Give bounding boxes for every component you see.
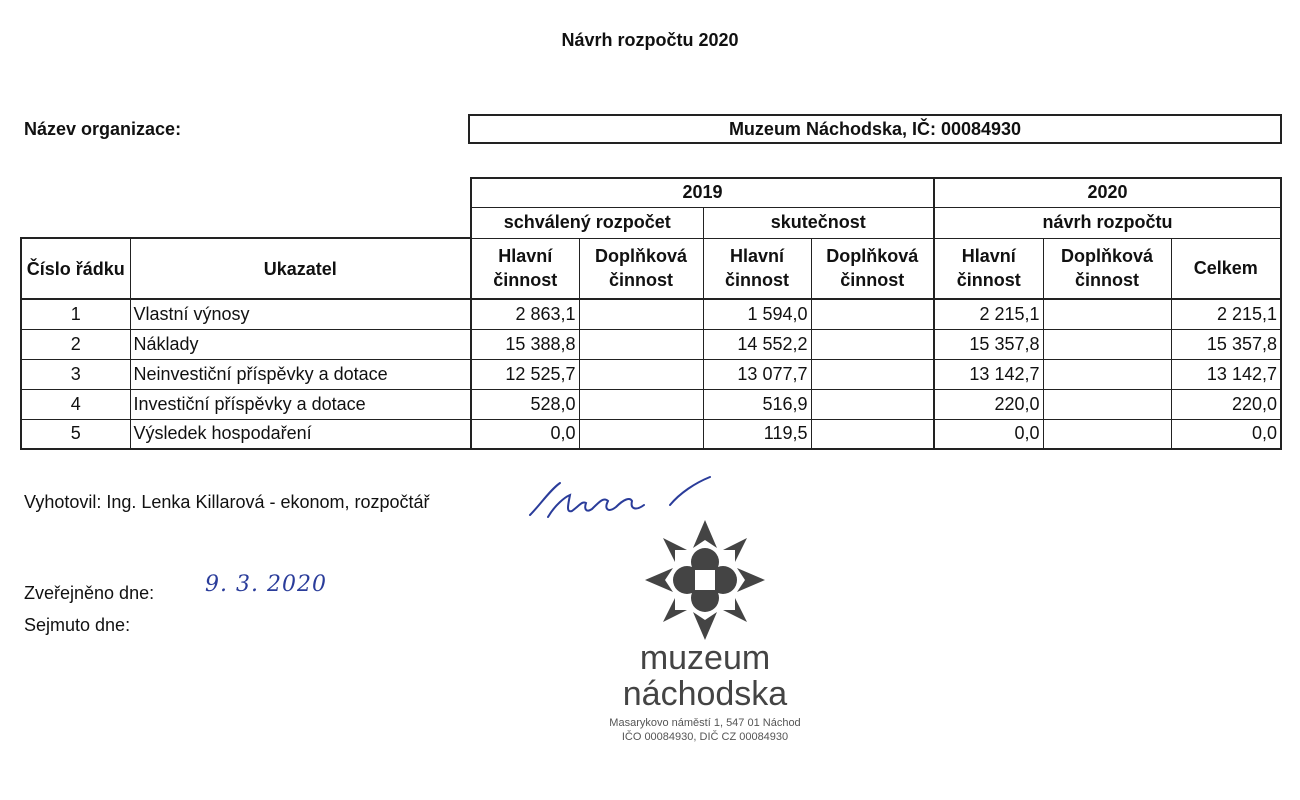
proposal-total-value: 0,0	[1171, 419, 1281, 449]
handwritten-signature	[520, 475, 720, 525]
proposal-total-value: 2 215,1	[1171, 299, 1281, 329]
organization-label: Název organizace:	[24, 119, 182, 139]
approved-main-value: 2 863,1	[471, 299, 579, 329]
approved-additional-value	[579, 389, 703, 419]
prepared-by-text: Vyhotovil: Ing. Lenka Killarová - ekonom, rozpočtář	[24, 492, 430, 512]
approved-budget-header: schválený rozpočet	[471, 207, 703, 238]
proposal-additional-header: Doplňková činnost	[1043, 238, 1171, 299]
row-number: 3	[21, 359, 130, 389]
row-indicator: Výsledek hospodaření	[130, 419, 471, 449]
actual-main-value: 13 077,7	[703, 359, 811, 389]
budget-table	[20, 177, 1282, 450]
table-row	[21, 389, 1281, 419]
budget-proposal-header: návrh rozpočtu	[934, 207, 1281, 238]
approved-main-value: 0,0	[471, 419, 579, 449]
year-2020-header: 2020	[934, 178, 1281, 207]
approved-main-value: 15 388,8	[471, 329, 579, 359]
row-number: 2	[21, 329, 130, 359]
row-number-header: Číslo řádku	[21, 238, 130, 299]
proposal-total-value: 13 142,7	[1171, 359, 1281, 389]
proposal-additional-value	[1043, 299, 1171, 329]
proposal-additional-value	[1043, 419, 1171, 449]
actual-header: skutečnost	[703, 207, 934, 238]
actual-main-header: Hlavní činnost	[703, 238, 811, 299]
row-indicator: Investiční příspěvky a dotace	[130, 389, 471, 419]
approved-main-value: 12 525,7	[471, 359, 579, 389]
row-number: 1	[21, 299, 130, 329]
published-date: 9. 3. 2020	[205, 572, 327, 597]
approved-additional-value	[579, 329, 703, 359]
row-indicator: Neinvestiční příspěvky a dotace	[130, 359, 471, 389]
organization-name: Muzeum Náchodska, IČ: 00084930	[728, 118, 1022, 139]
row-number: 4	[21, 389, 130, 419]
actual-additional-value	[811, 359, 934, 389]
museum-address-line2: IČO 00084930, DIČ CZ 00084930	[621, 731, 789, 743]
proposal-additional-value	[1043, 389, 1171, 419]
proposal-additional-value	[1043, 359, 1171, 389]
approved-additional-value	[579, 299, 703, 329]
actual-main-value: 119,5	[703, 419, 811, 449]
table-row	[21, 359, 1281, 389]
removed-label: Sejmuto dne:	[24, 615, 131, 635]
table-row	[21, 419, 1281, 449]
blank-subheader-area	[21, 207, 471, 238]
document-title: Návrh rozpočtu 2020	[561, 30, 739, 50]
approved-additional-value	[579, 359, 703, 389]
approved-additional-value	[579, 419, 703, 449]
row-indicator: Náklady	[130, 329, 471, 359]
published-label: Zveřejněno dne:	[24, 583, 155, 603]
row-number: 5	[21, 419, 130, 449]
museum-logo-name-line2: náchodska	[622, 675, 788, 713]
approved-additional-header: Doplňková činnost	[579, 238, 703, 299]
table-row	[21, 329, 1281, 359]
proposal-total-value: 220,0	[1171, 389, 1281, 419]
actual-additional-value	[811, 299, 934, 329]
approved-main-value: 528,0	[471, 389, 579, 419]
museum-logo-name-line1: muzeum	[639, 639, 771, 677]
organization-name-box	[468, 114, 1282, 144]
indicator-header: Ukazatel	[130, 238, 471, 299]
museum-logo-icon	[645, 520, 765, 640]
proposal-total-header: Celkem	[1171, 238, 1281, 299]
proposal-main-value: 15 357,8	[934, 329, 1043, 359]
blank-header-area	[21, 178, 471, 207]
museum-address-line1: Masarykovo náměstí 1, 547 01 Náchod	[609, 717, 801, 729]
proposal-main-header: Hlavní činnost	[934, 238, 1043, 299]
actual-main-value: 1 594,0	[703, 299, 811, 329]
proposal-main-value: 13 142,7	[934, 359, 1043, 389]
actual-additional-header: Doplňková činnost	[811, 238, 934, 299]
actual-additional-value	[811, 389, 934, 419]
row-indicator: Vlastní výnosy	[130, 299, 471, 329]
proposal-additional-value	[1043, 329, 1171, 359]
approved-main-header: Hlavní činnost	[471, 238, 579, 299]
proposal-total-value: 15 357,8	[1171, 329, 1281, 359]
actual-main-value: 14 552,2	[703, 329, 811, 359]
actual-additional-value	[811, 419, 934, 449]
proposal-main-value: 220,0	[934, 389, 1043, 419]
year-2019-header: 2019	[471, 178, 934, 207]
proposal-main-value: 2 215,1	[934, 299, 1043, 329]
actual-main-value: 516,9	[703, 389, 811, 419]
table-row	[21, 299, 1281, 329]
actual-additional-value	[811, 329, 934, 359]
proposal-main-value: 0,0	[934, 419, 1043, 449]
